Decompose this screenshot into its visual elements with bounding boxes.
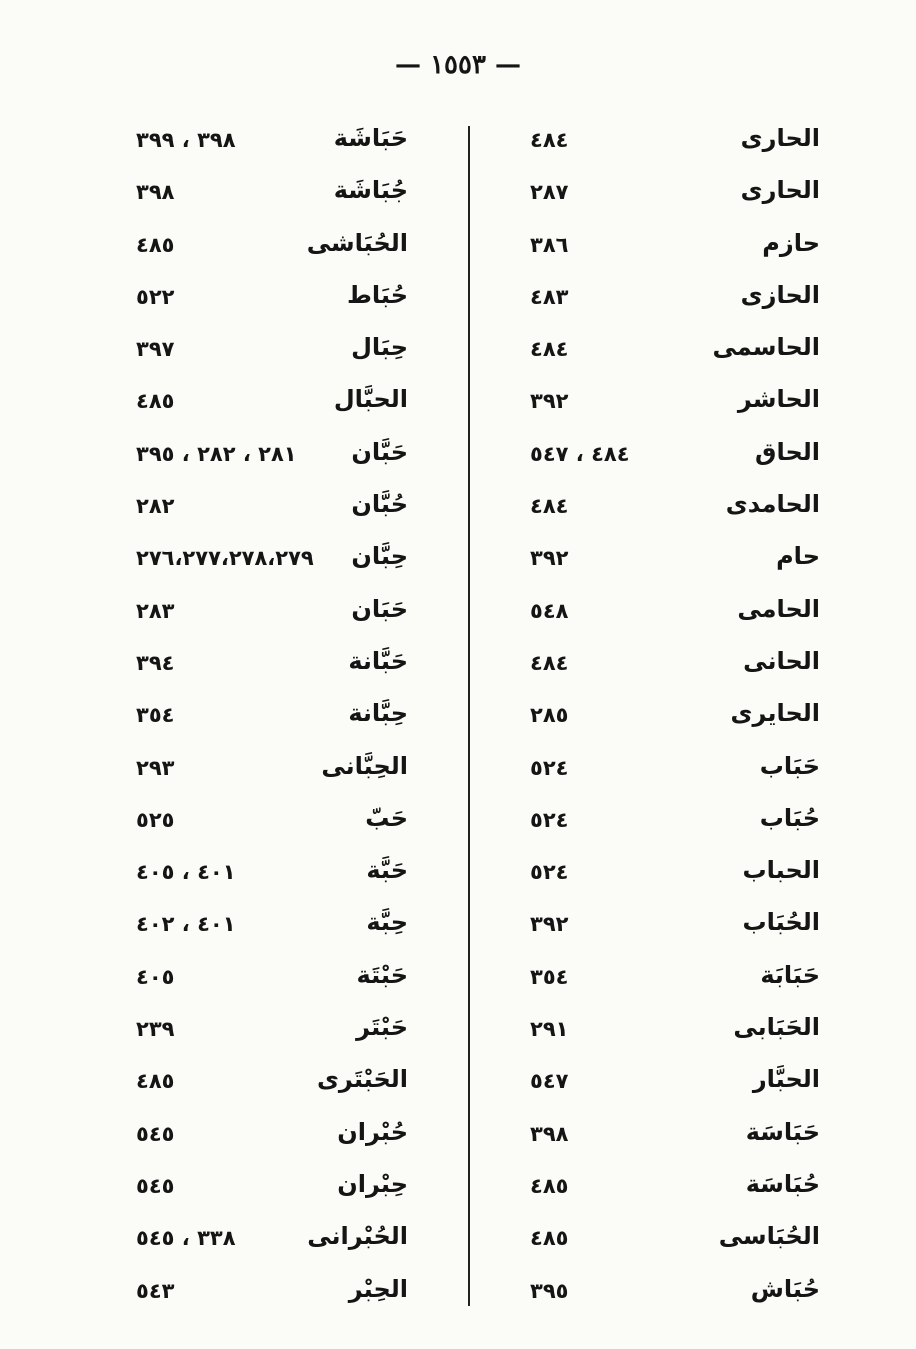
entry-name: حَبْتَر: [356, 1013, 408, 1042]
entry-page-refs: ٢٩١: [530, 1017, 569, 1042]
entry-name: الحَبْتَرى: [316, 1065, 408, 1094]
entry-page-refs: ٤٨٥: [136, 389, 175, 414]
entry-page-refs: ٤٠٥: [136, 964, 175, 989]
entry-name: حَبْتَة: [356, 960, 408, 989]
entry-page-refs: ٥٤٧: [530, 1069, 569, 1094]
column-divider: [468, 126, 470, 1306]
entry-page-refs: ٥٢٥: [136, 807, 175, 832]
entry-name: حَبَاب: [759, 751, 820, 780]
entry-name: حُبَاسَة: [745, 1169, 820, 1198]
entry-page-refs: ٥٤٥: [136, 1173, 175, 1198]
index-entry: [118, 1164, 438, 1216]
index-entry: [118, 118, 438, 170]
entry-page-refs: ٤٨٥: [530, 1226, 569, 1251]
entry-page-refs: ٣٥٤: [530, 964, 569, 989]
entry-name: حَبَّان: [351, 437, 408, 466]
entry-name: الحَبَابى: [733, 1013, 820, 1042]
entry-name: الحاق: [754, 437, 820, 466]
index-entry: [508, 850, 828, 902]
index-entry: [118, 641, 438, 693]
entry-name: حَبَّانة: [348, 646, 408, 675]
index-entry: [118, 850, 438, 902]
index-entry: [118, 484, 438, 536]
entry-page-refs: ٤٨٣: [530, 284, 569, 309]
index-entry: [118, 1059, 438, 1111]
index-entry: [508, 536, 828, 588]
index-entry: [118, 170, 438, 222]
entry-name: حُبَاب: [759, 803, 820, 832]
entry-page-refs: ٤٨٥: [530, 1173, 569, 1198]
entry-page-refs: ٥٢٤: [530, 755, 569, 780]
index-column-left: [118, 118, 438, 1321]
index-entry: [118, 1112, 438, 1164]
entry-page-refs: ٢٨٣: [136, 598, 175, 623]
index-entry: [508, 1269, 828, 1321]
entry-name: حُبَاط: [346, 280, 408, 309]
index-entry: [508, 432, 828, 484]
entry-page-refs: ٤٨٤: [530, 337, 569, 362]
index-entry: [508, 1059, 828, 1111]
index-entry: [508, 902, 828, 954]
index-entry: [508, 1112, 828, 1164]
index-entry: [118, 275, 438, 327]
entry-name: حِبَال: [351, 333, 408, 362]
index-entry: [118, 589, 438, 641]
entry-page-refs: ٤٨٤: [530, 494, 569, 519]
entry-page-refs: ٣٩٢: [530, 546, 569, 571]
entry-page-refs: ٢٩٣: [136, 755, 175, 780]
entry-name: حَبَاسَة: [745, 1117, 820, 1146]
entry-page-refs: ٢٧٦،٢٧٧،٢٧٨،٢٧٩: [136, 546, 314, 571]
index-entry: [118, 798, 438, 850]
entry-page-refs: ٥٤٥: [136, 1121, 175, 1146]
entry-name: الحِبَّانى: [321, 751, 408, 780]
entry-page-refs: ٥٢٤: [530, 807, 569, 832]
index-entry: [508, 1164, 828, 1216]
index-entry: [118, 223, 438, 275]
entry-name: الحامى: [737, 594, 820, 623]
entry-name: الحِبْر: [348, 1274, 408, 1303]
index-entry: [508, 693, 828, 745]
index-entry: [508, 1216, 828, 1268]
index-entry: [508, 118, 828, 170]
index-entry: [508, 746, 828, 798]
page-number: — ١٥٥٣ —: [395, 50, 521, 80]
index-entry: [508, 223, 828, 275]
entry-name: الحاسمى: [712, 333, 820, 362]
entry-page-refs: ٤٠١ ، ٤٠٥: [136, 860, 236, 885]
index-entry: [118, 902, 438, 954]
entry-name: الحاشر: [737, 385, 820, 414]
entry-name: الحازى: [740, 280, 820, 309]
entry-name: الحبَّار: [752, 1065, 820, 1094]
entry-page-refs: ٣٩٨: [136, 180, 175, 205]
index-column-right: [508, 118, 828, 1321]
entry-name: حِبْران: [337, 1169, 408, 1198]
entry-name: حَبّ: [365, 803, 408, 832]
entry-name: حُبَاش: [750, 1274, 820, 1303]
entry-page-refs: ٢٨٧: [530, 180, 569, 205]
index-entry: [508, 1007, 828, 1059]
index-entry: [118, 746, 438, 798]
entry-name: حِبَّة: [366, 908, 408, 937]
index-entry: [118, 1269, 438, 1321]
index-entry: [508, 589, 828, 641]
entry-name: الحانى: [743, 646, 820, 675]
index-entry: [508, 798, 828, 850]
entry-name: الحُبْرانى: [307, 1222, 408, 1251]
entry-name: حَبَاشَة: [333, 124, 408, 152]
entry-page-refs: ٢٨٥: [530, 703, 569, 728]
entry-page-refs: ٣٨٦: [530, 232, 569, 257]
entry-name: حَبَابَة: [760, 960, 820, 989]
index-entry: [118, 1007, 438, 1059]
entry-name: حِبَّان: [351, 542, 408, 571]
entry-name: الحارى: [740, 176, 820, 205]
entry-page-refs: ٣٩٢: [530, 389, 569, 414]
entry-page-refs: ٤٨٤ ، ٥٤٧: [530, 441, 630, 466]
entry-name: حازم: [762, 228, 820, 257]
index-entry: [118, 379, 438, 431]
entry-page-refs: ٣٥٤: [136, 703, 175, 728]
entry-name: جُبَاشَة: [333, 176, 408, 205]
entry-name: حُبْران: [337, 1117, 408, 1146]
entry-page-refs: ٣٩٧: [136, 337, 175, 362]
entry-name: الحُبَاب: [742, 908, 820, 937]
index-entry: [508, 641, 828, 693]
entry-name: حُبَّان: [351, 490, 408, 519]
entry-page-refs: ٥٤٨: [530, 598, 569, 623]
entry-page-refs: ٣٩٢: [530, 912, 569, 937]
index-entry: [508, 170, 828, 222]
entry-name: الحبَّال: [333, 385, 408, 414]
entry-name: حِبَّانة: [348, 699, 408, 728]
entry-name: حَبَان: [351, 594, 408, 623]
index-entry: [118, 536, 438, 588]
index-entry: [508, 955, 828, 1007]
entry-page-refs: ٤٨٤: [530, 650, 569, 675]
entry-page-refs: ٤٨٤: [530, 128, 569, 152]
index-entry: [118, 432, 438, 484]
entry-page-refs: ٣٩٨: [530, 1121, 569, 1146]
entry-name: الحباب: [742, 856, 820, 885]
entry-name: الحُبَاسى: [718, 1222, 820, 1251]
entry-page-refs: ٥٢٢: [136, 284, 175, 309]
entry-page-refs: ٣٩٤: [136, 650, 175, 675]
entry-page-refs: ٤٨٥: [136, 1069, 175, 1094]
entry-page-refs: ٣٣٨ ، ٥٤٥: [136, 1226, 236, 1251]
index-entry: [118, 1216, 438, 1268]
index-entry: [508, 379, 828, 431]
entry-name: الحايرى: [730, 699, 820, 728]
index-entry: [118, 693, 438, 745]
entry-name: حام: [776, 542, 820, 571]
entry-name: حَبَّة: [366, 856, 408, 885]
index-entry: [118, 955, 438, 1007]
index-entry: [508, 484, 828, 536]
entry-name: الحُبَاشى: [306, 228, 408, 257]
entry-page-refs: ٥٢٤: [530, 860, 569, 885]
entry-page-refs: ٣٩٥: [530, 1278, 569, 1303]
index-entry: [118, 327, 438, 379]
entry-name: الحارى: [740, 124, 820, 152]
entry-page-refs: ٢٨١ ، ٢٨٢ ، ٣٩٥: [136, 441, 297, 466]
index-entry: [508, 327, 828, 379]
entry-page-refs: ٥٤٣: [136, 1278, 175, 1303]
index-entry: [508, 275, 828, 327]
entry-page-refs: ٢٨٢: [136, 494, 175, 519]
entry-name: الحامدى: [725, 490, 820, 519]
entry-page-refs: ٤٠١ ، ٤٠٢: [136, 912, 236, 937]
entry-page-refs: ٤٨٥: [136, 232, 175, 257]
entry-page-refs: ٣٩٨ ، ٣٩٩: [136, 128, 236, 152]
entry-page-refs: ٢٣٩: [136, 1017, 175, 1042]
